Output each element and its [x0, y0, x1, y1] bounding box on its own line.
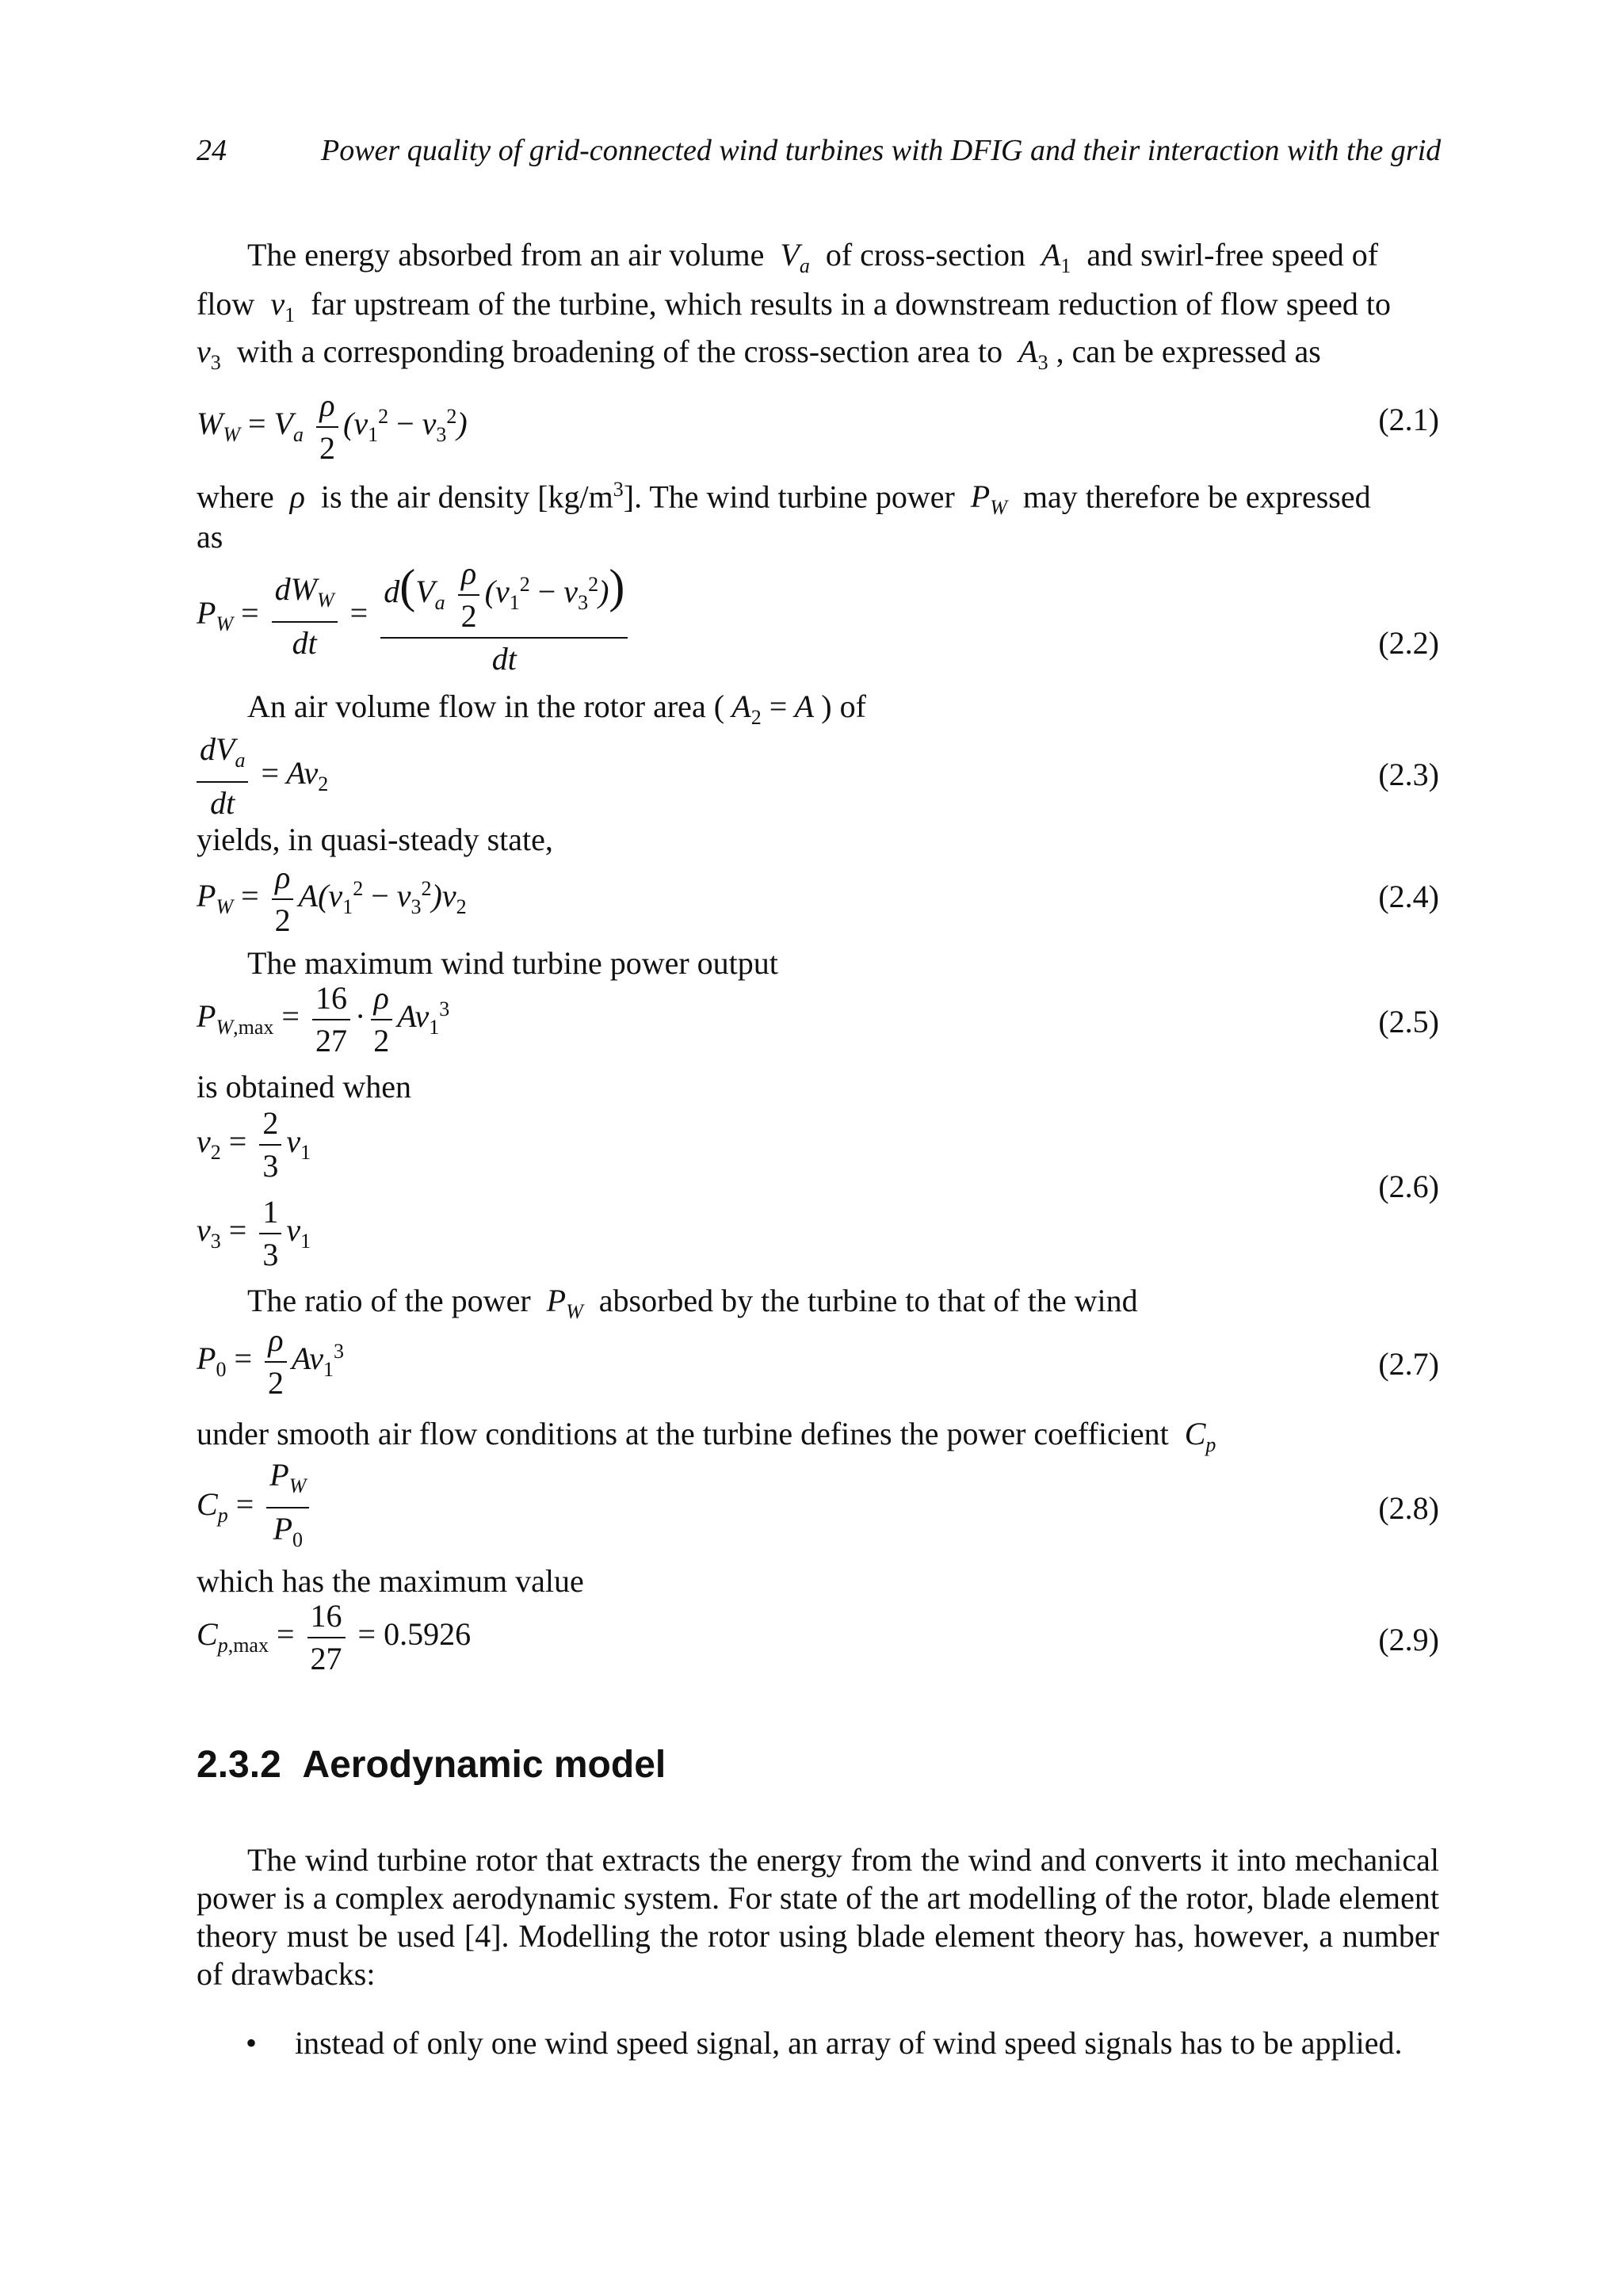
equation-2-3: $\frac{dV_a}{dt}$ = $Av_2$ — [197, 730, 328, 822]
equation-number-2-4: (2.4) — [1378, 879, 1439, 914]
equation-2-4: $P_W$ = $\frac{\rho}{2}$ $A(v_1^2 - v_3^2)v_2$ — [197, 860, 467, 938]
equation-number-2-2: (2.2) — [1378, 625, 1439, 661]
paragraph-5: The maximum wind turbine power output — [247, 945, 778, 981]
equation-2-1: $W_W = V_a$ $\frac{\rho}{2}$ $(v_1^2 - v_3^2)$ — [197, 387, 468, 466]
equation-number-2-1: (2.1) — [1378, 402, 1439, 437]
equation-number-2-7: (2.7) — [1378, 1346, 1439, 1382]
paragraph-1-line-1: The energy absorbed from an air volume $V_a$ of cross-section $A_1$ and swirl-free speed of — [247, 237, 1379, 277]
equation-2-8: $C_p$ = $\frac{P_W}{P_0}$ — [197, 1456, 314, 1559]
bullet-item: instead of only one wind speed signal, an array of wind speed signals has to be applied. — [295, 2025, 1403, 2061]
equation-2-9: $C_{p,max}$ = $\frac{16}{27}$ = 0.5926 — [197, 1598, 472, 1676]
equation-2-7: $P_0$ = $\frac{\rho}{2}$ $Av_1^3$ — [197, 1322, 344, 1401]
paragraph-4: yields, in quasi-steady state, — [197, 822, 553, 857]
paragraph-3: An air volume flow in the rotor area ( $A_2 = A$ ) of — [247, 688, 866, 729]
equation-number-2-6: (2.6) — [1378, 1169, 1439, 1204]
paragraph-7: The ratio of the power $P_W$ absorbed by the turbine to that of the wind — [247, 1283, 1138, 1323]
equation-number-2-5: (2.5) — [1378, 1004, 1439, 1039]
section-number: 2.3.2 — [197, 1744, 281, 1786]
paragraph-1-line-2: flow $v_1$ far upstream of the turbine, which results in a downstream reduction of flow speed to — [197, 286, 1392, 326]
paragraph-2-line-2: as — [197, 519, 223, 555]
section-heading — [197, 1743, 666, 1787]
page-number: 24 — [197, 134, 227, 167]
equation-2-6-a: $v_2$ = $\frac{2}{3}$ $v_1$ — [197, 1105, 311, 1184]
paragraph-1-line-3: $v_3$ with a corresponding broadening of the cross-section area to $A_3$ , can be expressed as — [197, 334, 1321, 374]
equation-2-5: $P_{W,max}$ = $\frac{16}{27}$ · $\frac{\rho}{2}$ $Av_1^3$ — [197, 980, 450, 1058]
section-paragraph: The wind turbine rotor that extracts the energy from the wind and converts it into mechanical power is a complex aerodynamic system. For state of the art modelling of the rotor, blade element theory must be used [4]. Modelling the rotor using blade element theory has, however, a number of drawbacks: — [197, 1842, 1439, 1992]
paragraph-6: is obtained when — [197, 1069, 412, 1104]
running-title: Power quality of grid-connected wind turbines with DFIG and their interaction with the grid — [321, 134, 1442, 167]
equation-number-2-9: (2.9) — [1378, 1622, 1439, 1657]
equation-number-2-8: (2.8) — [1378, 1490, 1439, 1526]
equation-number-2-3: (2.3) — [1378, 757, 1439, 792]
paragraph-8: under smooth air flow conditions at the turbine defines the power coefficient $C_p$ — [197, 1416, 1216, 1456]
paragraph-2-line-1: where ρ is the air density $[kg/m^3]$. The wind turbine power $P_W$ may therefore be expressed — [197, 478, 1371, 520]
paragraph-9: which has the maximum value — [197, 1563, 584, 1599]
bullet-marker: • — [246, 2025, 258, 2061]
section-title: Aerodynamic model — [302, 1744, 666, 1786]
equation-2-2: $P_W$ = $\frac{dW_W}{dt}$ = $d(V_a$ $\frac{\rho}{2}$ $(v_1^2 - v_3^2)$) dt — [197, 555, 632, 678]
equation-2-6-b: $v_3$ = $\frac{1}{3}$ $v_1$ — [197, 1194, 311, 1272]
